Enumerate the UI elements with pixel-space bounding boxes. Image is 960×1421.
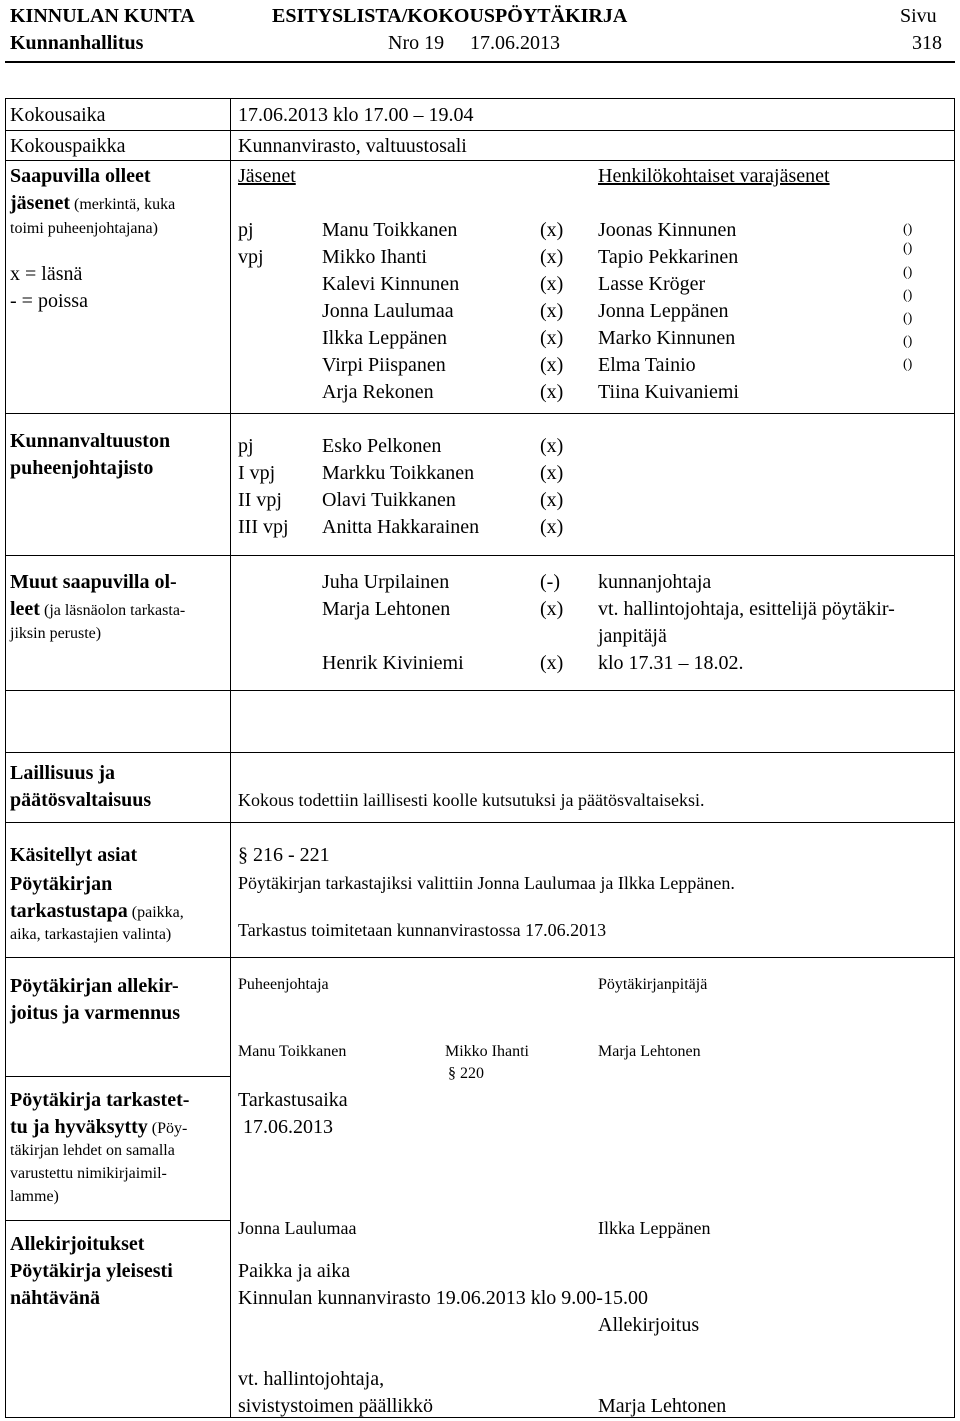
- row-divider-10: [5, 1220, 230, 1221]
- chair-role: pj: [238, 435, 254, 457]
- signer-name: Marja Lehtonen: [598, 1395, 727, 1417]
- legality-label-2: päätösvaltaisuus: [10, 789, 152, 811]
- member-mark: (x): [540, 273, 564, 295]
- secretary-signature-label: Pöytäkirjanpitäjä: [598, 976, 708, 993]
- deputy-name: Tiina Kuivaniemi: [598, 381, 739, 403]
- member-name: Arja Rekonen: [322, 381, 434, 403]
- row-divider-2: [5, 160, 955, 161]
- row-divider-3: [5, 413, 955, 414]
- second-signature-section: § 220: [448, 1065, 484, 1082]
- other-note: vt. hallintojohtaja, esittelijä pöytäkir-: [598, 598, 895, 620]
- other-mark: (-): [540, 571, 560, 593]
- deputy-mark: (): [903, 265, 913, 280]
- secretary-signature-name: Marja Lehtonen: [598, 1043, 701, 1060]
- public-place-value: Kinnulan kunnanvirasto 19.06.2013 klo 9.00-15.00: [238, 1287, 648, 1309]
- deputy-mark: (): [903, 241, 913, 256]
- member-mark: (x): [540, 300, 564, 322]
- member-role: vpj: [238, 246, 264, 268]
- chair-mark: (x): [540, 435, 564, 457]
- member-mark: (x): [540, 381, 564, 403]
- review-label-1: Pöytäkirja tarkastet-: [10, 1089, 190, 1111]
- legality-text: Kokous todettiin laillisesti koolle kutsutuksi ja päätösvaltaiseksi.: [238, 790, 705, 810]
- member-name: Ilkka Leppänen: [322, 327, 447, 349]
- chair-name: Olavi Tuikkanen: [322, 489, 456, 511]
- member-name: Mikko Ihanti: [322, 246, 427, 268]
- review-method-text-2: Tarkastus toimitetaan kunnanvirastossa 17.06.2013: [238, 920, 607, 940]
- member-role: pj: [238, 219, 254, 241]
- chair-signature-label: Puheenjohtaja: [238, 976, 329, 993]
- chair-role: II vpj: [238, 489, 282, 511]
- review-time-value: 17.06.2013: [243, 1116, 333, 1138]
- review-label-2-bold: tu ja hyväksytty: [10, 1116, 148, 1138]
- deputies-header: Henkilökohtaiset varajäsenet: [598, 165, 830, 187]
- deputy-mark: (): [903, 288, 913, 303]
- deputy-name: Joonas Kinnunen: [598, 219, 737, 241]
- review-method-label-2: [10, 899, 184, 923]
- deputy-name: Tapio Pekkarinen: [598, 246, 739, 268]
- legality-label-1: Laillisuus ja: [10, 762, 116, 784]
- signer-title-1: vt. hallintojohtaja,: [238, 1368, 385, 1390]
- member-name: Manu Toikkanen: [322, 219, 458, 241]
- other-name: Marja Lehtonen: [322, 598, 451, 620]
- deputy-mark: (): [903, 357, 913, 372]
- signing-label-2: joitus ja varmennus: [10, 1002, 181, 1024]
- meeting-place-value: Kunnanvirasto, valtuustosali: [238, 135, 467, 157]
- others-label-1: Muut saapuvilla ol-: [10, 571, 177, 593]
- review-label-2: [10, 1115, 187, 1139]
- public-label-1: Pöytäkirja yleisesti: [10, 1260, 173, 1282]
- council-chairs-label-1: Kunnanvaltuuston: [10, 430, 171, 452]
- others-label-2: [10, 597, 185, 621]
- public-label-2: nähtävänä: [10, 1287, 101, 1309]
- frame-right: [954, 98, 955, 1418]
- deputy-name: Elma Tainio: [598, 354, 696, 376]
- legend-absent: - = poissa: [10, 290, 88, 312]
- public-place-label: Paikka ja aika: [238, 1260, 351, 1282]
- review-method-label-2-rest: (paikka,: [127, 904, 184, 921]
- review-method-label-1: Pöytäkirjan: [10, 873, 113, 895]
- member-name: Kalevi Kinnunen: [322, 273, 460, 295]
- frame-top: [5, 98, 955, 99]
- other-mark: (x): [540, 598, 564, 620]
- deputy-name: Lasse Kröger: [598, 273, 706, 295]
- row-divider-4: [5, 555, 955, 556]
- municipality-name: KINNULAN KUNTA: [10, 5, 195, 27]
- public-signature-label: Allekirjoitus: [598, 1314, 700, 1336]
- signing-label-1: Pöytäkirjan allekir-: [10, 975, 179, 997]
- other-mark: (x): [540, 652, 564, 674]
- members-header: Jäsenet: [238, 165, 296, 187]
- row-divider-1: [5, 130, 955, 131]
- meeting-time-label: Kokousaika: [10, 104, 106, 126]
- meeting-time-value: 17.06.2013 klo 17.00 – 19.04: [238, 104, 474, 126]
- chair-name: Esko Pelkonen: [322, 435, 442, 457]
- deputy-mark: (): [903, 222, 913, 237]
- other-name: Juha Urpilainen: [322, 571, 450, 593]
- review-label-4: varustettu nimikirjaimil-: [10, 1165, 167, 1182]
- other-note-continued: janpitäjä: [598, 625, 667, 647]
- member-name: Virpi Piispanen: [322, 354, 446, 376]
- member-mark: (x): [540, 327, 564, 349]
- attendance-label-3: toimi puheenjohtajana): [10, 220, 158, 237]
- header-rule: [5, 61, 955, 63]
- member-name: Jonna Laulumaa: [322, 300, 454, 322]
- attendance-label-2-rest: (merkintä, kuka: [69, 196, 176, 213]
- meeting-date: 17.06.2013: [470, 32, 560, 54]
- signer-title-2: sivistystoimen päällikkö: [238, 1395, 433, 1417]
- chair-mark: (x): [540, 462, 564, 484]
- deputy-name: Marko Kinnunen: [598, 327, 736, 349]
- meeting-number: Nro 19: [388, 32, 445, 54]
- chair-role: III vpj: [238, 516, 289, 538]
- row-divider-5: [5, 690, 955, 691]
- items-value: § 216 - 221: [238, 844, 330, 866]
- other-note: kunnanjohtaja: [598, 571, 712, 593]
- chair-mark: (x): [540, 489, 564, 511]
- page-label: Sivu: [900, 5, 937, 27]
- attendance-label-2-bold: jäsenet: [10, 192, 70, 214]
- column-divider: [230, 98, 231, 1418]
- legend-present: x = läsnä: [10, 263, 83, 285]
- review-label-5: lamme): [10, 1188, 59, 1205]
- chair-name: Markku Toikkanen: [322, 462, 475, 484]
- attendance-label-2: [10, 191, 175, 215]
- deputy-name: Jonna Leppänen: [598, 300, 729, 322]
- review-time-label: Tarkastusaika: [238, 1089, 348, 1111]
- deputy-mark: (): [903, 311, 913, 326]
- chair-role: I vpj: [238, 462, 276, 484]
- board-name: Kunnanhallitus: [10, 32, 144, 54]
- document-type: ESITYSLISTA/KOKOUSPÖYTÄKIRJA: [272, 5, 628, 27]
- row-divider-8: [5, 957, 955, 958]
- member-mark: (x): [540, 246, 564, 268]
- others-label-2-bold: leet: [10, 598, 40, 620]
- review-method-text-1: Pöytäkirjan tarkastajiksi valittiin Jonna Laulumaa ja Ilkka Leppänen.: [238, 873, 735, 893]
- meeting-place-label: Kokouspaikka: [10, 135, 126, 157]
- items-label: Käsitellyt asiat: [10, 844, 138, 866]
- chair-mark: (x): [540, 516, 564, 538]
- review-method-label-2-bold: tarkastustapa: [10, 900, 128, 922]
- review-label-2-rest: (Pöy-: [147, 1120, 188, 1137]
- chair-name: Anitta Hakkarainen: [322, 516, 480, 538]
- other-name: Henrik Kiviniemi: [322, 652, 464, 674]
- reviewer-1-name: Jonna Laulumaa: [238, 1218, 357, 1238]
- signatures-label: Allekirjoitukset: [10, 1233, 145, 1255]
- other-note: klo 17.31 – 18.02.: [598, 652, 744, 674]
- frame-bottom: [5, 1417, 955, 1418]
- reviewer-2-name: Ilkka Leppänen: [598, 1218, 711, 1238]
- row-divider-9: [5, 1076, 230, 1077]
- others-label-2-rest: (ja läsnäolon tarkasta-: [39, 602, 186, 619]
- page-number: 318: [912, 32, 942, 54]
- row-divider-7: [5, 822, 955, 823]
- chair-signature-name: Manu Toikkanen: [238, 1043, 347, 1060]
- member-mark: (x): [540, 219, 564, 241]
- review-method-label-3: aika, tarkastajien valinta): [10, 926, 172, 943]
- second-signature-name: Mikko Ihanti: [445, 1043, 529, 1060]
- attendance-label-1: Saapuvilla olleet: [10, 165, 151, 187]
- row-divider-6: [5, 752, 955, 753]
- review-label-3: täkirjan lehdet on samalla: [10, 1142, 175, 1159]
- others-label-3: jiksin peruste): [10, 625, 102, 642]
- member-mark: (x): [540, 354, 564, 376]
- deputy-mark: (): [903, 334, 913, 349]
- council-chairs-label-2: puheenjohtajisto: [10, 457, 154, 479]
